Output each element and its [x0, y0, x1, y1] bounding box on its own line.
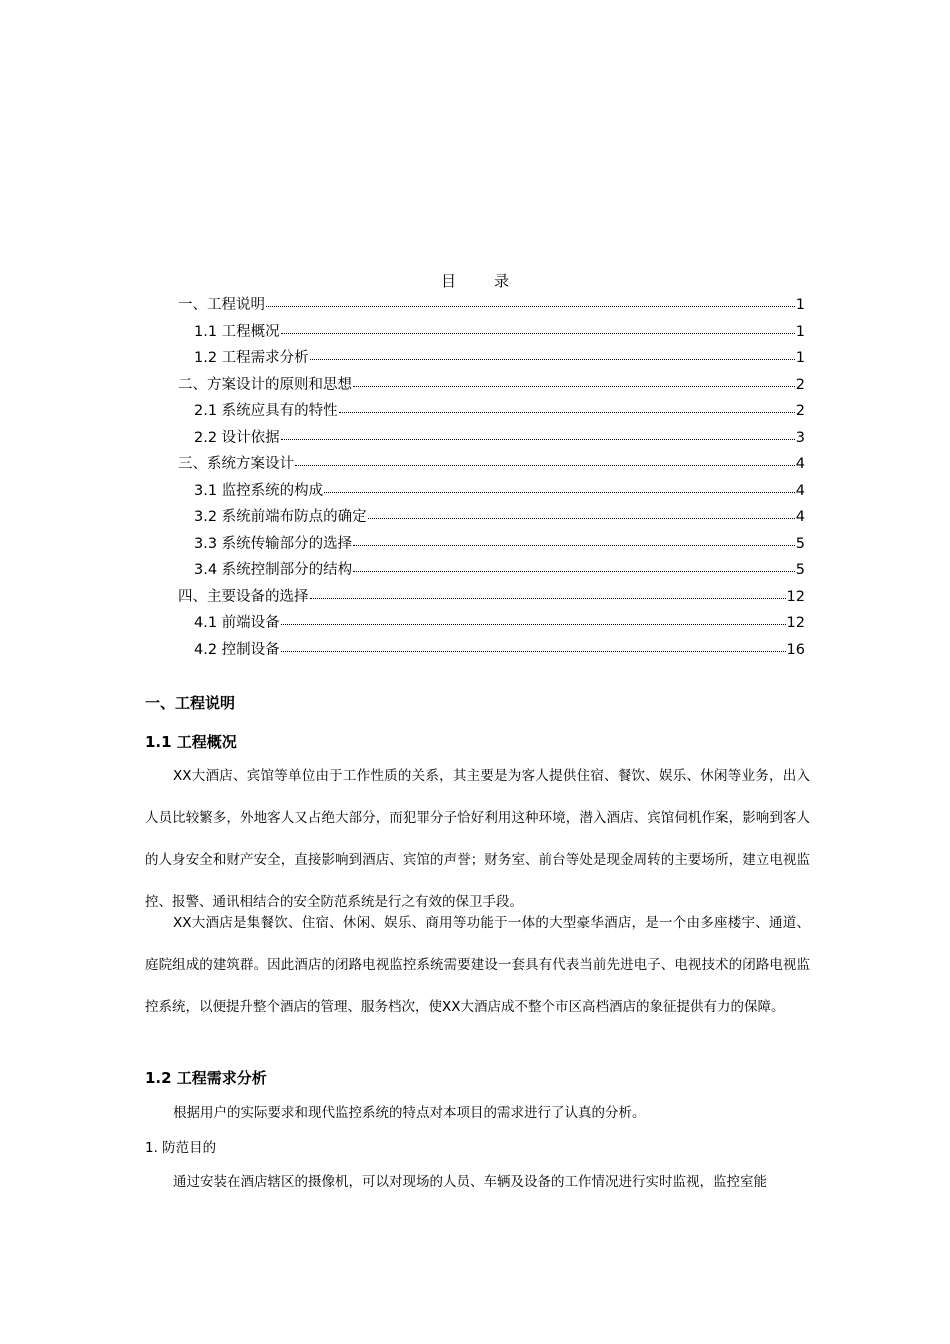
list-item-label: 1. 防范目的 — [145, 1140, 217, 1156]
toc-entry[interactable]: 1.2 工程需求分析 1 — [194, 350, 805, 366]
toc-entry[interactable]: 2.1 系统应具有的特性 2 — [194, 403, 805, 419]
section-heading: 一、工程说明 — [145, 694, 236, 712]
paragraph: XX大酒店、宾馆等单位由于工作性质的关系，其主要是为客人提供住宿、餐饮、娱乐、休闲等业务，出入人员比较繁多，外地客人又占绝大部分，而犯罪分子恰好利用这种环境，潜入酒店、宾馆伺机作案，影响到客人的人身安全和财产安全，直接影响到酒店、宾馆的声誉；财务室、前台等处是现金周转的主要场所，建立电视监控、报警、通讯相结合的安全防范系统是行之有效的保卫手段。 — [145, 768, 810, 910]
toc-entry[interactable]: 三、系统方案设计 4 — [178, 456, 805, 472]
subsection-heading: 1.2 工程需求分析 — [145, 1069, 267, 1087]
toc-entry[interactable]: 二、方案设计的原则和思想 2 — [178, 376, 805, 393]
paragraph: 根据用户的实际要求和现代监控系统的特点对本项目的需求进行了认真的分析。 — [173, 1105, 646, 1121]
toc-entry[interactable]: 3.4 系统控制部分的结构 5 — [194, 562, 805, 578]
toc-entry[interactable]: 3.1 监控系统的构成 4 — [194, 482, 805, 499]
toc-entry[interactable]: 1.1 工程概况 1 — [194, 323, 805, 340]
toc-title-char-2: 录 — [494, 272, 510, 290]
toc-title-char-1: 目 — [440, 272, 456, 290]
toc-entry[interactable]: 4.2 控制设备 16 — [194, 641, 805, 658]
subsection-heading: 1.1 工程概况 — [145, 733, 237, 751]
toc-entry[interactable]: 一、工程说明 1 — [178, 297, 805, 313]
paragraph: XX大酒店是集餐饮、住宿、休闲、娱乐、商用等功能于一体的大型豪华酒店，是一个由多座楼宇、通道、庭院组成的建筑群。因此酒店的闭路电视监控系统需要建设一套具有代表当前先进电子、电视技术的闭路电视监控系统，以便提升整个酒店的管理、服务档次，使XX大酒店成不整个市区高档酒店的象征提供有力的保障。 — [145, 915, 810, 1015]
toc-title — [0, 270, 950, 291]
toc-entry[interactable]: 2.2 设计依据 3 — [194, 429, 805, 446]
toc-entry[interactable]: 3.3 系统传输部分的选择 5 — [194, 535, 805, 552]
toc-entry[interactable]: 4.1 前端设备 12 — [194, 615, 805, 631]
toc-entry[interactable]: 四、主要设备的选择 12 — [178, 588, 805, 605]
paragraph: 通过安装在酒店辖区的摄像机，可以对现场的人员、车辆及设备的工作情况进行实时监视，监控室能 — [173, 1174, 767, 1190]
toc-entry[interactable]: 3.2 系统前端布防点的确定 4 — [194, 509, 805, 525]
